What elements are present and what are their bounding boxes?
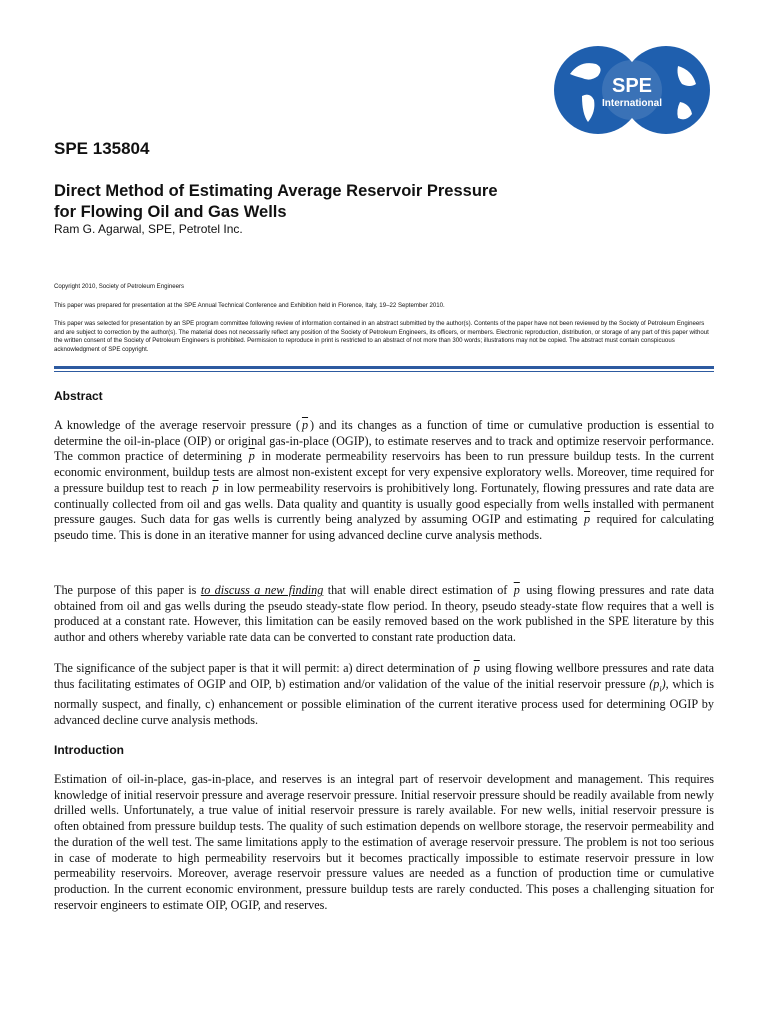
header-rule-thick — [54, 366, 714, 369]
paper-title — [54, 181, 654, 223]
paper-title-line1: Direct Method of Estimating Average Reservoir Pressure — [54, 182, 498, 200]
p-bar-symbol: $\overline{p}$ — [301, 418, 309, 432]
abstract-p3-text-a: The significance of the subject paper is that it will permit: a) direct determination of — [54, 661, 469, 675]
header-rule-thin — [54, 371, 714, 372]
logo-international-text: International — [601, 98, 663, 109]
abstract-p3-text-b: using flowing wellbore pressures and rate data thus facilitating estimates of OGIP and OIP, b) estimation and/or validation of the value of the initial reservoir pressure — [54, 661, 714, 691]
p-bar-symbol: $\overline{p}$ — [513, 583, 520, 597]
introduction-heading: Introduction — [54, 743, 124, 757]
abstract-p1-text-e: required for calculating pseudo time. This is done in an iterative manner for using advanced decline curve analysis methods. — [54, 512, 715, 542]
abstract-p2-text-a: The purpose of this paper is — [54, 583, 197, 597]
author-line: Ram G. Agarwal, SPE, Petrotel Inc. — [54, 222, 243, 236]
p-bar-symbol: $\overline{p}$ — [473, 661, 480, 675]
abstract-heading: Abstract — [54, 389, 103, 403]
abstract-p1-text-c: in moderate permeability reservoirs has been to run pressure buildup tests. In the current economic environment, buildup tests are almost non-existent except for very expensive exploratory wells. Moreover, time required for a pressure buildup test to reach — [54, 449, 715, 495]
paper-title-line2: for Flowing Oil and Gas Wells — [54, 203, 287, 221]
introduction-paragraph-1: Estimation of oil-in-place, gas-in-place, and reserves is an integral part of reservoir development and management. This requires knowledge of initial reservoir pressure and average reservoir pressure. Initial reservoir pressure should be readily available from newly drilled wells. Unfortunately, a true value of initial reservoir pressure is rarely available. For new wells, initial reservoir pressure is often obtained from pressure buildup tests. The quality of such estimation depends on wellbore storage, the reservoir permeability and the duration of the well test. The same limitations apply to the estimation of average reservoir pressure. The problem is not too serious in case of moderate to high permeability reservoirs but it becomes practically impossible to estimate reservoir pressure in low permeability reservoirs. Moreover, average reservoir pressure values are needed as a function of production time or cumulative production. In the current economic environment, pressure buildup tests are rarely conducted. This poses a challenging situation for reservoir engineers to estimate OIP, OGIP, and reserves. — [54, 772, 714, 912]
copyright-line: Copyright 2010, Society of Petroleum Engineers — [54, 283, 185, 290]
p-bar-symbol: $\overline{p}$ — [212, 480, 219, 495]
selection-note: This paper was selected for presentation by an SPE program committee following review of information contained in an abstract submitted by the author(s). Contents of the paper have not been reviewed by the Society of Petroleum Engineers and are subject to correction by the author(s). The material does not necessarily reflect any position of the Society of Petroleum Engineers, its officers, or members. Electronic reproduction, distribution, or storage of any part of this paper without the written consent of the Society of Petroleum Engineers is prohibited. Permission to reproduce in print is restricted to an abstract of not more than 300 words; illustrations may not be copied. The abstract must contain conspicuous acknowledgment of SPE copyright. — [54, 320, 709, 353]
abstract-p2-text-c: using flowing pressures and rate data obtained from oil and gas wells during the pseudo steady-state flow period. In theory, pseudo steady-state flow requires that a well is produced at a constant rate. However, this limitation can be easily removed based on the work published in the SPE literature by this author and others whereby variable rate data can be converted to constant rate production data. — [54, 583, 714, 645]
p-bar-symbol: $\overline{p}$ — [248, 449, 255, 464]
abstract-paragraph-3 — [54, 661, 714, 728]
abstract-p1-text-d: in low permeability reservoirs is prohibitively long. Fortunately, flowing pressures and rate data are continually collected from oil and gas wells. Data quality and quantity is usually good especially from wells installed with permanent pressure gauges. Such data for gas wells is currently being analyzed by assuming OGIP and estimating — [54, 480, 715, 527]
abstract-paragraph-2 — [54, 583, 714, 646]
initial-pressure-symbol: $(p_i)$ — [649, 676, 666, 694]
paper-number: SPE 135804 — [54, 139, 150, 158]
logo-spe-text: SPE — [611, 75, 653, 97]
abstract-p1-text-a: A knowledge of the average reservoir pressure ( — [54, 418, 300, 432]
prepared-note: This paper was prepared for presentation at the SPE Annual Technical Conference and Exhibition held in Florence, Italy, 19–22 September 2010. — [54, 302, 445, 309]
abstract-p1-text-b: ) and its changes as a function of time or cumulative production is essential to determine the oil-in-place (OIP) or original gas-in-place (OGIP), to estimate reserves and to track and optimize reservoir performance. The common practice of determining — [54, 418, 715, 464]
abstract-paragraph-1 — [54, 418, 714, 544]
spe-logo — [552, 44, 712, 136]
abstract-p2-text-b: that will enable direct estimation of — [327, 583, 508, 597]
underlined-phrase: to discuss a new finding — [200, 583, 324, 597]
p-bar-symbol: $\overline{p}$ — [584, 512, 591, 527]
abstract-p3-text-c: , which is normally suspect, and finally, c) enhancement or possible elimination of the current iterative process used for determining OGIP by advanced decline curve analysis methods. — [54, 676, 715, 727]
